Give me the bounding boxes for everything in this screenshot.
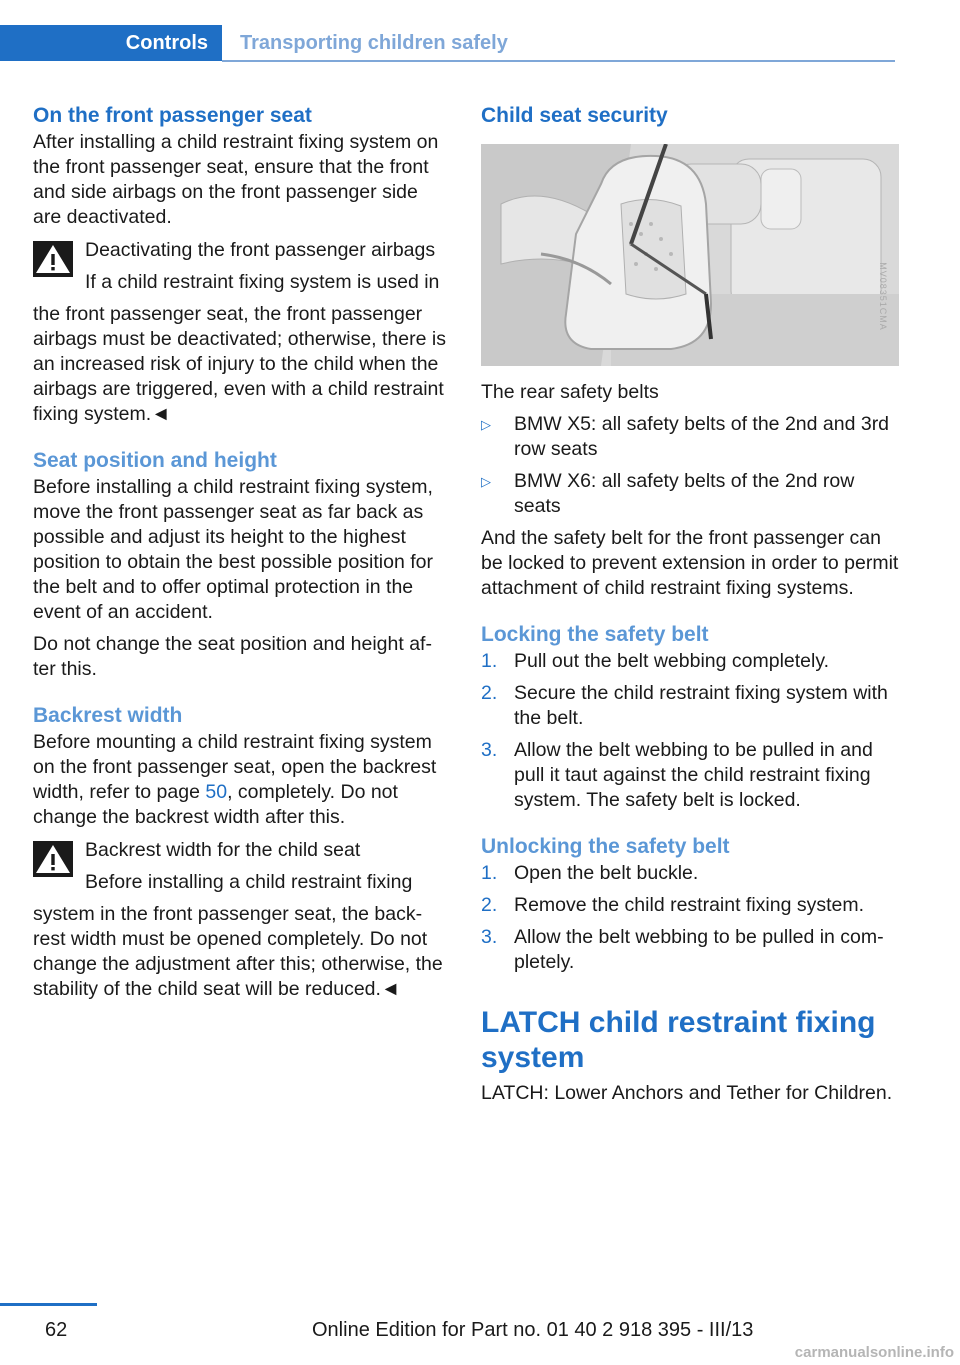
list-item-text: Pull out the belt webbing completely. <box>514 650 830 672</box>
page-number: 62 <box>45 1319 68 1341</box>
warning-triangle-icon <box>33 241 73 277</box>
list-item-text: Remove the child restraint fixing system. <box>514 894 865 916</box>
warning-triangle-icon <box>33 841 73 877</box>
step-number: 3. <box>481 739 498 761</box>
list-item <box>481 649 899 674</box>
list-item <box>481 861 899 886</box>
heading-front-passenger-seat: On the front passenger seat <box>33 104 312 127</box>
warning-airbags <box>33 238 448 427</box>
paragraph-seat-position-2: Do not change the seat position and height after this. <box>33 633 432 680</box>
list-item <box>481 681 899 731</box>
figure-code: MV08351CMA <box>878 262 889 331</box>
chapter-tab[interactable]: Controls <box>0 25 222 61</box>
step-number: 2. <box>481 682 498 704</box>
list-item <box>481 925 899 975</box>
heading-backrest-width: Backrest width <box>33 704 183 727</box>
locking-steps <box>481 649 899 813</box>
section-title[interactable]: Transporting children safely <box>240 31 508 54</box>
backrest-text-before: Before mounting a child restraint fixing system on the front passenger seat, open the backrest width, refer to page <box>33 731 437 803</box>
warning-backrest-line1: Before installing a child restraint fixing <box>85 871 413 893</box>
child-seat-figure <box>481 144 899 366</box>
list-item <box>481 412 899 462</box>
page-link-50[interactable]: 50 <box>205 781 228 803</box>
heading-child-seat-security: Child seat security <box>481 104 668 127</box>
heading-seat-position: Seat position and height <box>33 449 277 472</box>
paragraph-seat-position: Before installing a child restraint fixing system, move the front passenger seat as far back as possible and adjust its height to the highest position to obtain the best possible position for the belt and to offer optimal protection in the event of an accident. <box>33 476 434 623</box>
list-item <box>481 738 899 813</box>
list-item-text: BMW X6: all safety belts of the 2nd row seats <box>514 470 855 517</box>
backrest-text-after: , completely. Do not change the backrest width after this. <box>33 781 398 828</box>
warning-backrest-text: system in the front passenger seat, the backrest width must be opened completely. Do not change the adjustment after this; otherwise, the stability of the child seat will be reduced.◄ <box>33 903 443 1000</box>
paragraph-backrest <box>33 730 448 830</box>
heading-latch: LATCH child restraint fixing system <box>481 1006 876 1074</box>
warning-airbags-title: Deactivating the front passenger airbags <box>85 239 436 261</box>
child-seat-illustration <box>481 144 899 366</box>
list-item-text: Secure the child restraint fixing system with the belt. <box>514 682 888 729</box>
list-item-text: Allow the belt webbing to be pulled in and pull it taut against the child restraint fixing system. The safety belt is locked. <box>514 739 873 811</box>
warning-backrest <box>33 838 448 1002</box>
left-column <box>33 102 448 1009</box>
header-rule <box>222 60 895 62</box>
warning-backrest-title: Backrest width for the child seat <box>85 839 361 861</box>
paragraph-latch: LATCH: Lower Anchors and Tether for Children. <box>481 1082 893 1104</box>
heading-unlocking: Unlocking the safety belt <box>481 835 730 858</box>
edition-text: Online Edition for Part no. 01 40 2 918 395 - III/13 <box>312 1319 754 1341</box>
warning-airbags-text: the front passenger seat, the front passenger airbags must be deactivated; otherwise, there is an increased risk of injury to the child when the airbags are triggered, even with a child restraint fixing system.◄ <box>33 303 446 425</box>
warning-airbags-line1: If a child restraint fixing system is used in <box>85 271 440 293</box>
watermark: carmanualsonline.info <box>794 1344 954 1361</box>
paragraph-rear-belts: The rear safety belts <box>481 381 659 403</box>
list-item-text: Open the belt buckle. <box>514 862 699 884</box>
belt-list <box>481 412 899 519</box>
step-number: 1. <box>481 650 498 672</box>
triangle-bullet-icon: ▷ <box>481 474 491 489</box>
list-item <box>481 893 899 918</box>
heading-locking: Locking the safety belt <box>481 623 709 646</box>
page-header <box>0 25 895 63</box>
triangle-bullet-icon: ▷ <box>481 417 491 432</box>
step-number: 2. <box>481 894 498 916</box>
list-item <box>481 469 899 519</box>
right-column <box>481 102 899 1113</box>
paragraph-front-passenger-seat: After installing a child restraint fixing system on the front passenger seat, ensure that the front and side airbags on the front passenger side are deactivated. <box>33 131 439 228</box>
step-number: 3. <box>481 926 498 948</box>
list-item-text: Allow the belt webbing to be pulled in completely. <box>514 926 884 973</box>
list-item-text: BMW X5: all safety belts of the 2nd and 3rd row seats <box>514 413 890 460</box>
unlocking-steps <box>481 861 899 975</box>
footer-rule <box>0 1303 97 1306</box>
step-number: 1. <box>481 862 498 884</box>
paragraph-locking-info: And the safety belt for the front passenger can be locked to prevent extension in order to permit attachment of child restraint fixing systems. <box>481 527 899 599</box>
